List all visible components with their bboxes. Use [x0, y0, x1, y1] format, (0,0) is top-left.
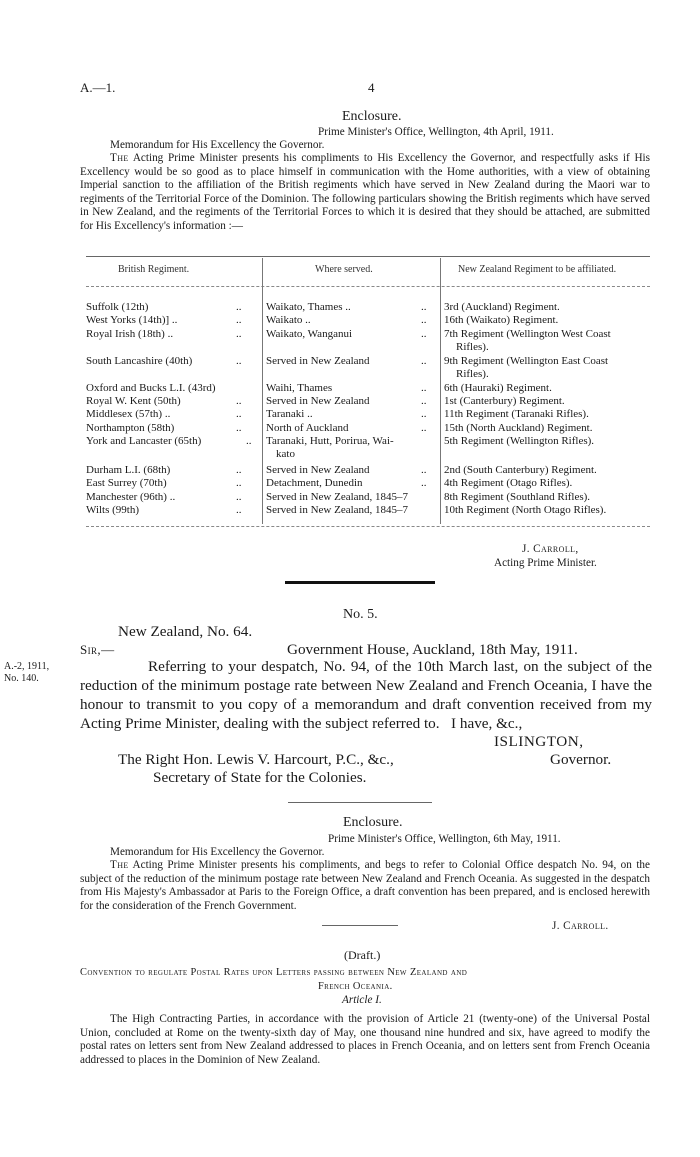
regiment-cell: South Lancashire (40th) [86, 355, 193, 367]
section-divider [285, 581, 435, 584]
page-ref: A.—1. [80, 80, 116, 95]
leader-dots: .. [421, 422, 427, 434]
enclosure-heading-2: Enclosure. [343, 815, 403, 830]
table-top-rule [86, 256, 650, 257]
nz-cell: 5th Regiment (Wellington Rifles). [444, 435, 595, 447]
leader-dots: .. [421, 395, 427, 407]
where-cell: Taranaki .. [266, 408, 313, 420]
nz-cell: 3rd (Auckland) Regiment. [444, 301, 560, 313]
leader-dots: .. [236, 395, 242, 407]
nz-cell: 15th (North Auckland) Regiment. [444, 422, 593, 434]
nz-cell: 10th Regiment (North Otago Rifles). [444, 504, 607, 516]
regiment-cell: East Surrey (70th) [86, 477, 167, 489]
col-header-where: Where served. [315, 264, 373, 275]
where-cell: Served in New Zealand, 1845–7 [266, 491, 409, 503]
regiment-cell: York and Lancaster (65th) [86, 435, 202, 447]
signature-title: Acting Prime Minister. [494, 557, 597, 569]
nz-cell: 8th Regiment (Southland Rifles). [444, 491, 591, 503]
nz-cell: 2nd (South Canterbury) Regiment. [444, 464, 597, 476]
nz-cell: 11th Regiment (Taranaki Rifles). [444, 408, 589, 420]
where-cell: Waikato, Thames .. [266, 301, 351, 313]
nz-cell: 7th Regiment (Wellington West Coast [444, 328, 611, 340]
where-cell: Served in New Zealand [266, 395, 370, 407]
memo-body-lead: The [110, 152, 129, 164]
regiment-cell: West Yorks (14th)] .. [86, 314, 178, 326]
nz-cell: 4th Regiment (Otago Rifles). [444, 477, 573, 489]
nz-cell: 1st (Canterbury) Regiment. [444, 395, 565, 407]
signer: ISLINGTON, [494, 733, 584, 750]
addressee-office: Secretary of State for the Colonies. [153, 769, 367, 786]
nz-cell-continuation: Rifles). [456, 368, 489, 380]
where-cell: North of Auckland [266, 422, 349, 434]
place-date: Government House, Auckland, 18th May, 1911. [287, 641, 578, 658]
memo-line: Memorandum for His Excellency the Governor. [110, 139, 325, 151]
closing: I have, &c., [451, 715, 523, 732]
signature-name: J. Carroll, [522, 543, 579, 555]
leader-dots: .. [236, 504, 242, 516]
leader-dots: .. [421, 464, 427, 476]
leader-dots: .. [421, 382, 427, 394]
where-cell: Served in New Zealand, 1845–7 [266, 504, 409, 516]
leader-dots: .. [236, 408, 242, 420]
convention-title: Convention to regulate Postal Rates upon Letters passing between New Zealand and [80, 967, 468, 978]
nz-cell: 6th (Hauraki) Regiment. [444, 382, 552, 394]
leader-dots: .. [236, 355, 242, 367]
memo-body-text: Acting Prime Minister presents his compliments to His Excellency the Governor, and respectfully asks if His Excellency would be so good as to place himself in communication with the Home authorities, with a view of obtaining Imperial sanction to the affiliation of the British regiments which have served in New Zealand during the Maori war to regiments of the Territorial Force of the Dominion. The following particulars showing the British regiments which have served in New Zealand, and the regiments of the Territorial Forces to which it is desired that they should be attached, are submitted for His Excellency's information :— [80, 152, 650, 232]
nz-cell: 9th Regiment (Wellington East Coast [444, 355, 609, 367]
table-divider-1 [262, 258, 263, 524]
regiment-cell: Manchester (96th) .. [86, 491, 176, 503]
leader-dots: .. [236, 314, 242, 326]
margin-reference: A.-2, 1911, [4, 661, 50, 672]
leader-dots: .. [421, 314, 427, 326]
memo-body-2 [80, 859, 650, 913]
leader-dots: .. [421, 301, 427, 313]
divider [288, 802, 432, 803]
nz-cell-continuation: Rifles). [456, 341, 489, 353]
short-rule [322, 925, 398, 926]
table-header-rule [86, 286, 650, 287]
salutation: Sir,— [80, 642, 115, 657]
memo-body-text-2: Acting Prime Minister presents his compliments, and begs to refer to Colonial Office despatch No. 94, on the subject of the reduction of the minimum postage rate between New Zealand and French Oceania. As suggested in the despatch from His Majesty's Ambassador at Paris to the Foreign Office, a draft convention has been prepared, and is enclosed herewith for the consideration of the French Government. [80, 859, 650, 912]
enclosure-heading: Enclosure. [342, 109, 402, 124]
table-bottom-rule [86, 526, 650, 527]
regiment-cell: Suffolk (12th) [86, 301, 149, 313]
col-header-nz: New Zealand Regiment to be affiliated. [458, 264, 617, 275]
memo-body-lead-2: The [110, 859, 129, 871]
where-cell: Waikato, Wanganui [266, 328, 353, 340]
where-cell: Waihi, Thames [266, 382, 333, 394]
leader-dots: .. [246, 435, 252, 447]
leader-dots: .. [236, 491, 242, 503]
convention-title-cont: French Oceania. [318, 981, 393, 992]
leader-dots: .. [236, 464, 242, 476]
despatch-number: No. 5. [343, 607, 378, 622]
where-cell: Served in New Zealand [266, 355, 370, 367]
regiment-cell: Royal Irish (18th) .. [86, 328, 174, 340]
table-divider-2 [440, 258, 441, 524]
leader-dots: .. [236, 328, 242, 340]
regiment-cell: Oxford and Bucks L.I. (43rd) [86, 382, 216, 394]
leader-dots: .. [236, 422, 242, 434]
article-body: The High Contracting Parties, in accordance with the provision of Article 21 (twenty-one) of the Universal Postal Union, concluded at Rome on the twenty-sixth day of May, one thousand nine hundred and six, have agreed to modify the postal rates on letters sent from New Zealand addressed to places in French Oceania, and on letters sent from French Oceania addressed to places in the Dominion of New Zealand. [80, 1013, 650, 1066]
regiment-cell: Durham L.I. (68th) [86, 464, 171, 476]
leader-dots: .. [236, 301, 242, 313]
signature-2: J. Carroll. [552, 920, 609, 932]
despatch-from: New Zealand, No. 64. [118, 623, 253, 640]
memo-line-2: Memorandum for His Excellency the Governor. [110, 846, 325, 858]
where-cell: Detachment, Dunedin [266, 477, 363, 489]
leader-dots: .. [421, 328, 427, 340]
margin-reference-number: No. 140. [4, 673, 39, 684]
regiment-cell: Middlesex (57th) .. [86, 408, 171, 420]
despatch-body: Referring to your despatch, No. 94, of the 10th March last, on the subject of the reduction of the minimum postage rate between New Zealand and French Oceania, I have the honour to transmit to you copy of a memorandum and draft convention received from my Acting Prime Minister, dealing with the subject referred to. [80, 658, 652, 732]
leader-dots: .. [236, 477, 242, 489]
office-date-line: Prime Minister's Office, Wellington, 4th April, 1911. [318, 126, 554, 138]
where-cell: Waikato .. [266, 314, 311, 326]
draft-label: (Draft.) [344, 948, 381, 962]
office-date-line-2: Prime Minister's Office, Wellington, 6th May, 1911. [328, 833, 561, 845]
where-cell: Taranaki, Hutt, Porirua, Wai- [266, 435, 394, 447]
regiment-cell: Northampton (58th) [86, 422, 175, 434]
signer-title: Governor. [550, 751, 612, 768]
where-cell-continuation: kato [276, 448, 295, 460]
page-number: 4 [368, 80, 375, 95]
article-heading: Article I. [342, 994, 382, 1006]
regiment-cell: Wilts (99th) [86, 504, 140, 516]
nz-cell: 16th (Waikato) Regiment. [444, 314, 559, 326]
memo-body [80, 152, 650, 233]
leader-dots: .. [421, 355, 427, 367]
regiment-cell: Royal W. Kent (50th) [86, 395, 181, 407]
where-cell: Served in New Zealand [266, 464, 370, 476]
leader-dots: .. [421, 408, 427, 420]
leader-dots: .. [421, 477, 427, 489]
addressee-name: The Right Hon. Lewis V. Harcourt, P.C., &c., [118, 751, 394, 768]
col-header-british: British Regiment. [118, 264, 190, 275]
